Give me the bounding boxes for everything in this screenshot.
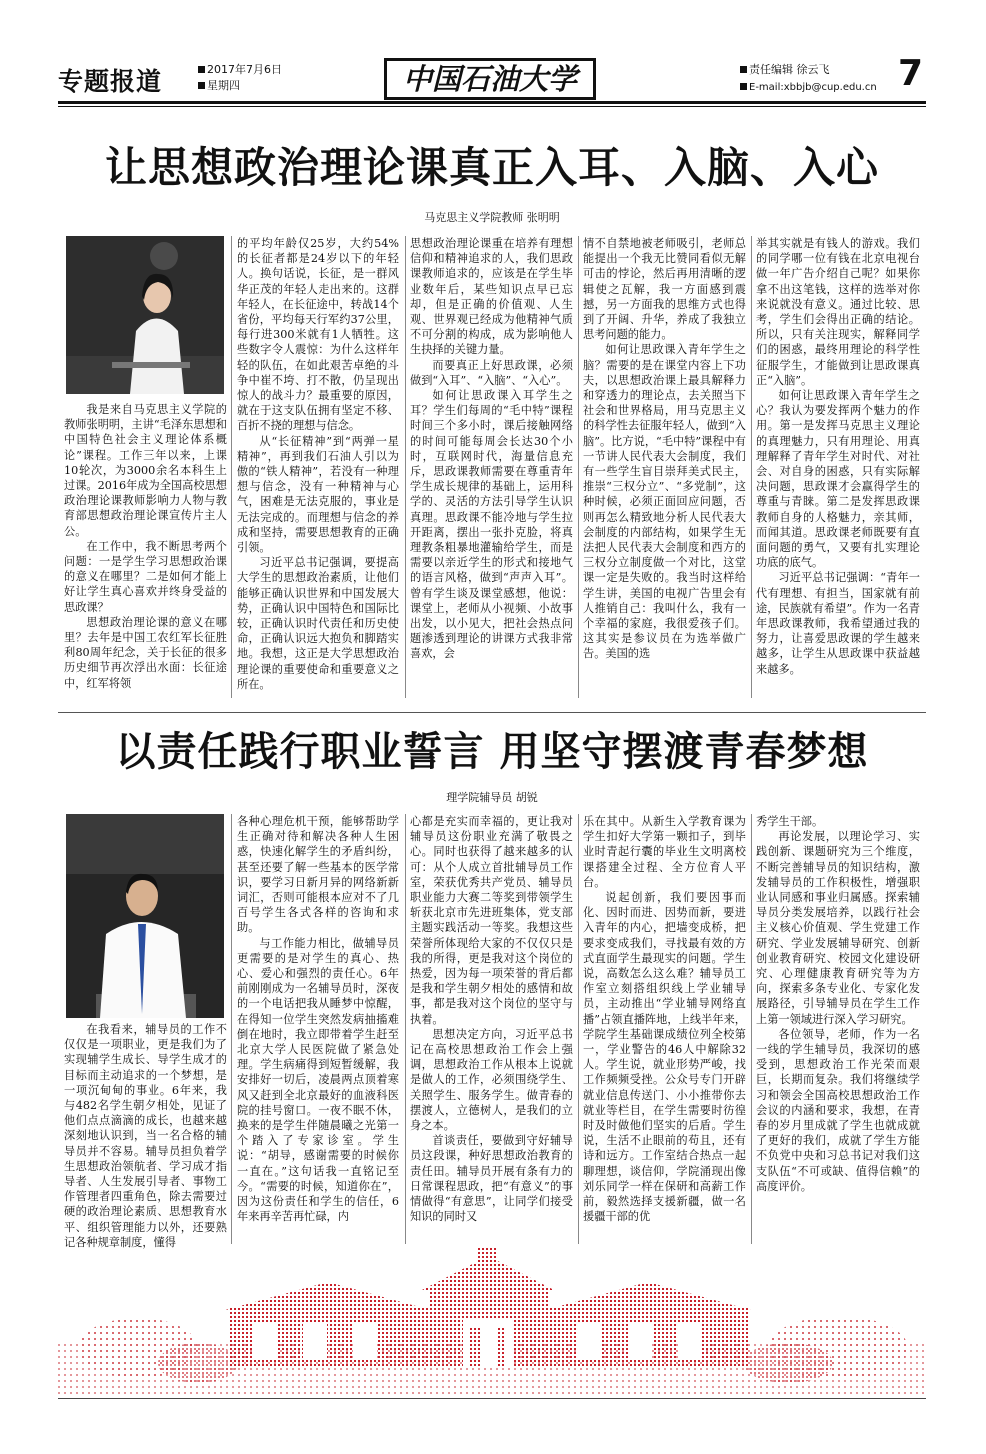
editor-line <box>740 63 830 77</box>
paragraph: 举其实就是有钱人的游戏。我们的同学哪一位有钱在北京电视台做一年广告介绍自己呢？如果你拿不出这笔钱，这样的选举对你来说就没有意义。通过比较、思考，学生们会得出正确的结论。所以，只有关注现实，解释同学们的困惑，最终用理论的科学性征服学生，才能做到让思政课真正“入脑”。 <box>756 237 920 387</box>
email: E-mail:xbbjb@cup.edu.cn <box>749 82 877 93</box>
paragraph: 的平均年龄仅25岁，大约54%的长征者都是24岁以下的年轻人。换句话说，长征，是一群风华正茂的年轻人走出来的。这群年轻人，在长征途中，转战14个省份，平均每天行军约37公里，每行进300米就有1人牺牲。这些数字令人震惊：为什么这样年轻的队伍，在如此艰苦卓绝的斗争中崔不垮、打不散，仍呈现出惊人的战斗力？最重要的原因，就在于这支队伍拥有坚定不移、百折不挠的理想与信念。 <box>237 237 399 433</box>
article2-column-2 <box>237 814 399 1244</box>
paragraph: 而要真正上好思政课，必须做到“入耳”、“入脑”、“入心”。 <box>410 358 573 387</box>
article2-byline: 理学院辅导员 胡锐 <box>446 791 538 804</box>
article1-column-4 <box>583 236 746 698</box>
paragraph: 如何让思政课入青年学生之心？我认为要发挥两个魅力的作用。第一是发挥马克思主义理论的真理魅力，只有用理论、用真理解释了青年学生对时代、对社会、对自身的困惑，只有实际解决问题，思政课才会赢得学生的尊重与青睐。第二是发挥思政课教师自身的人格魅力，亲其师，而闻其道。思政课老师既要有直面问题的勇气，又要有扎实理论功底的底气。 <box>756 389 920 570</box>
article2-title: 以责任践行职业誓言 用坚守摆渡青春梦想 <box>115 728 869 775</box>
paragraph: 思想政治理论课的意义在哪里？去年是中国工农红军长征胜利80周年纪念，关于长征的很多历史细节再次浮出水面：长征途中，红军将领 <box>64 615 227 690</box>
paragraph: 首谈责任，要做到守好辅导员这段课，种好思想政治教育的责任田。辅导员开展有条有力的日常课程思政，把“有意义”的事情做得“有意思”，让同学们接受知识的同时又 <box>410 1134 573 1224</box>
paragraph: 如何让思政课入耳学生之耳？学生们每周的“毛中特”课程时间三个多小时，课后接触网络的时间可能每周会长达30个小时，互联网时代，海量信息充斥，思政课教师需要在尊重青年学生成长规律的基础上，运用科学的、灵活的方法引导学生认识真理。思政课不能冷地与学生拉开距离，摆出一张扑克脸，将真理教条粗暴地灌输给学生，而是需要以亲近学生的形式和接地气的语言风格，做到“声声入耳”。曾有学生谈及课堂感想，他说：课堂上，老师从小视频、小故事出发，以小见大，把社会热点问题渗透到理论的讲课方式我非常喜欢，会 <box>410 389 573 661</box>
paragraph: 再论发展，以理论学习、实践创新、课题研究为三个维度，不断完善辅导员的知识结构，激发辅导员的工作积极性，增强职业认同感和事业归属感。探索辅导员分类发展培养，以践行社会主义核心价值观、学生党建工作研究、学业发展辅导研究、创新创业教育研究、校园文化建设研究、心理健康教育研究等为方向，探索多条专业化、专家化发展路径，引导辅导员在学生工作上第一领域进行深入学习研究。 <box>756 830 920 1026</box>
paragraph: 习近平总书记强调，要提高大学生的思想政治素质，让他们能够正确认识世界和中国发展大势，正确认识中国特色和国际比较，正确认识时代责任和历史使命，正确认识远大抱负和脚踏实地。我想，这正是大学思想政治理论课的重要使命和重要意义之所在。 <box>237 556 399 691</box>
date: 2017年7月6日 <box>207 63 282 76</box>
paragraph: 与工作能力相比，做辅导员更需要的是对学生的真心、热心、爱心和强烈的责任心。6年前刚刚成为一名辅导员时，深夜的一个电话把我从睡梦中惊醒，在得知一位学生突然发病抽搐难倒在地时，我立即带着学生赶至北京大学人民医院做了紧急处理。学生病痛得到短暂缓解，我安排好一切后，凌晨两点顶着寒风又赶到全北京最好的血液科医院的挂号窗口。一夜不眠不休，换来的是学生伴随晨曦之光第一个踏入了专家诊室。学生说：“胡导，感谢需要的时候你一直在。”这句话我一直铭记至今。“需要的时候，知道你在”，因为这份责任和学生的信任，6年来再辛苦再忙碌，内 <box>237 936 399 1224</box>
article2-column-4 <box>583 814 746 1244</box>
paragraph: 说起创新，我们要因事而化、因时而进、因势而新，要进入青年的内心，把墙变成桥，把要求变成我们，寻找最有效的方式直面学生最现实的问题。学生说，高数怎么这么难？辅导员工作室立刻搭组织线上学业辅导员，主动推出“学业辅导网络直播”占领直播阵地，上线半年来，学院学生基础课成绩位列全校第一，学业警告的46人中解除32人。学生说，就业形势严峻，找工作频频受挫。公众号专门开辟就业信息传送门、小小推带你去就业等栏目，在学生需要时彷徨时及时做他们坚实的后盾。学生说，生活不止眼前的苟且，还有诗和远方。工作室结合热点一起聊理想，谈信仰，学院涌现出像刘乐同学一样在保研和高薪工作前，毅然选择支援新疆，做一名援疆干部的优 <box>583 891 746 1224</box>
page-number: 7 <box>898 53 924 94</box>
weekday: 星期四 <box>207 79 240 92</box>
editor: 责任编辑 徐云飞 <box>749 63 830 76</box>
section-title: 专题报道 <box>58 67 163 96</box>
paragraph: 习近平总书记强调：“青年一代有理想、有担当，国家就有前途，民族就有希望”。作为一名青年思政课教师，我希望通过我的努力，让喜爱思政课的学生越来越多，让学生从思政课中获益越来越多。 <box>756 571 920 676</box>
date-line <box>198 63 282 77</box>
footer-rule <box>58 1398 926 1399</box>
portrait-photo-counselor <box>66 814 224 1018</box>
portrait-photo-teacher <box>66 236 224 394</box>
paragraph: 思想决定方向，习近平总书记在高校思想政治工作会上强调，思想政治工作从根本上说就是做人的工作，必须围绕学生、关照学生、服务学生。做青春的摆渡人，立德树人，是我们的立身之本。 <box>410 1027 573 1133</box>
email-line <box>740 81 877 95</box>
newspaper-logo: 中国石油大学 <box>384 58 596 100</box>
section-divider <box>58 712 926 713</box>
article1-byline: 马克思主义学院教师 张明明 <box>424 211 560 224</box>
article2-column-1 <box>64 1022 227 1249</box>
article1-title: 让思想政治理论课真正入耳、入脑、入心 <box>104 143 879 192</box>
paragraph: 如何让思政课入青年学生之脑？需要的是在课堂内容上下功夫，以思想政治课上最具解释力和穿透力的理论点，去关照当下社会和世界格局，用马克思主义的科学性去征服年轻人，做到“入脑”。比方说，“毛中特”课程中有一节讲人民代表大会制度，我们有一些学生盲目崇拜美式民主，推崇“三权分立”、“多党制”，这种时候，必须正面回应问题，否则再怎么精致地分析人民代表大会制度的内部结构，如果学生无法把人民代表大会制度和西方的三权分立制度做一个对比，这堂课一定是失败的。我当时这样给学生讲，美国的电视广告里会有人推销自己：我叫什么，我有一个幸福的家庭，我很爱孩子们。这其实是参议员在为选举做广告。美国的选 <box>583 343 746 661</box>
header-rule-thin <box>58 106 926 107</box>
paragraph: 在工作中，我不断思考两个问题：一是学生学习思想政治课的意义在哪里？二是如何才能上好让学生真心喜欢并终身受益的思政课？ <box>64 539 227 614</box>
paragraph: 乐在其中。从新生入学教育课为学生扣好大学第一颗扣子，到毕业时青起行囊的毕业生文明离校课搭建全过程、全方位育人平台。 <box>583 815 746 889</box>
paragraph: 我是来自马克思主义学院的教师张明明，主讲“毛泽东思想和中国特色社会主义理论体系概论”课程。工作三年以来，上课10轮次，为3000余名本科生上过课。2016年成为全国高校思想政治理论课教师影响力人物与教育部思想政治理论课宣传片主人公。 <box>64 403 227 538</box>
paragraph: 在我看来，辅导员的工作不仅仅是一项职业，更是我们为了实现辅学生成长、导学生成才的目标而主动追求的一个梦想，是一项沉甸甸的事业。6年来，我与482名学生朝夕相处，见证了他们点点滴滴的成长，也越来越深刻地认识到，当一名合格的辅导员并不容易。辅导员担负着学生思想政治领航者、学习成才指导者、人生发展引导者、事物工作管理者四重角色，除去需要过硬的政治理论素质、思想教育水平、组织管理能力以外，还要熟记各种规章制度，懂得 <box>64 1023 227 1249</box>
article2-column-3 <box>410 814 573 1244</box>
article1-column-5 <box>756 236 920 698</box>
campus-building-illustration <box>58 1248 926 1398</box>
header-rule <box>58 101 926 104</box>
article2-column-5 <box>756 814 920 1244</box>
paragraph: 从“长征精神”到“两弹一星精神”，再到我们石油人引以为傲的“铁人精神”，若没有一种理想与信念，没有一种精神与心气，困难是无法克服的，事业是无法完成的。而理想与信念的养成和坚持，需要思想教育的正确引领。 <box>237 434 399 555</box>
paragraph: 情不自禁地被老师吸引，老师总能提出一个我无比赞同看似无解可击的悖论，然后再用清晰的逻辑使之瓦解，我一方面感到震撼，另一方面我的思维方式也得到了开阔、升华，养成了我独立思考问题的能力。 <box>583 237 746 342</box>
article1-column-1 <box>64 402 227 694</box>
article1-column-2 <box>237 236 399 698</box>
paragraph: 各种心理危机干预，能够帮助学生正确对待和解决各种人生困惑，快速化解学生的矛盾纠纷，甚至还要了解一些基本的医学常识，要学习日新月异的网络新新词汇，否则可能根本应对不了几百号学生各式各样的咨询和求助。 <box>237 815 399 935</box>
paragraph: 秀学生干部。 <box>756 815 824 828</box>
paragraph: 思想政治理论课重在培养有理想信仰和精神追求的人，我们思政课教师追求的，应该是在学生毕业数年后，某些知识点早已忘却，但是正确的价值观、人生观、世界观已经成为他精神气质不可分割的构成，成为影响他人生抉择的关键力量。 <box>410 237 573 357</box>
paragraph: 各位领导，老师，作为一名一线的学生辅导员，我深切的感受到，思想政治工作光荣而艰巨，长期而复杂。我们将继续学习和领会全国高校思想政治工作会议的内涵和要求，我想，在青春的岁月里成就了学生也就成就了更好的我们，成就了学生方能不负党中央和习总书记对我们这支队伍“不可或缺、值得信赖”的高度评价。 <box>756 1027 920 1193</box>
paragraph: 心都是充实而幸福的，更让我对辅导员这份职业充满了敬畏之心。同时也获得了越来越多的认可：从个人成立首批辅导员工作室，荣获优秀共产党员、辅导员职业能力大赛二等奖到带领学生斩获北京市先进班集体，党支部主题实践活动一等奖。我想这些荣誉所体现给大家的不仅仅只是我的所得，更是我对这个岗位的热爱，因为每一项荣誉的背后都是我和学生朝夕相处的感情和故事，都是我对这个岗位的坚守与执着。 <box>410 815 573 1026</box>
weekday-line <box>198 79 240 93</box>
article1-column-3 <box>410 236 573 698</box>
